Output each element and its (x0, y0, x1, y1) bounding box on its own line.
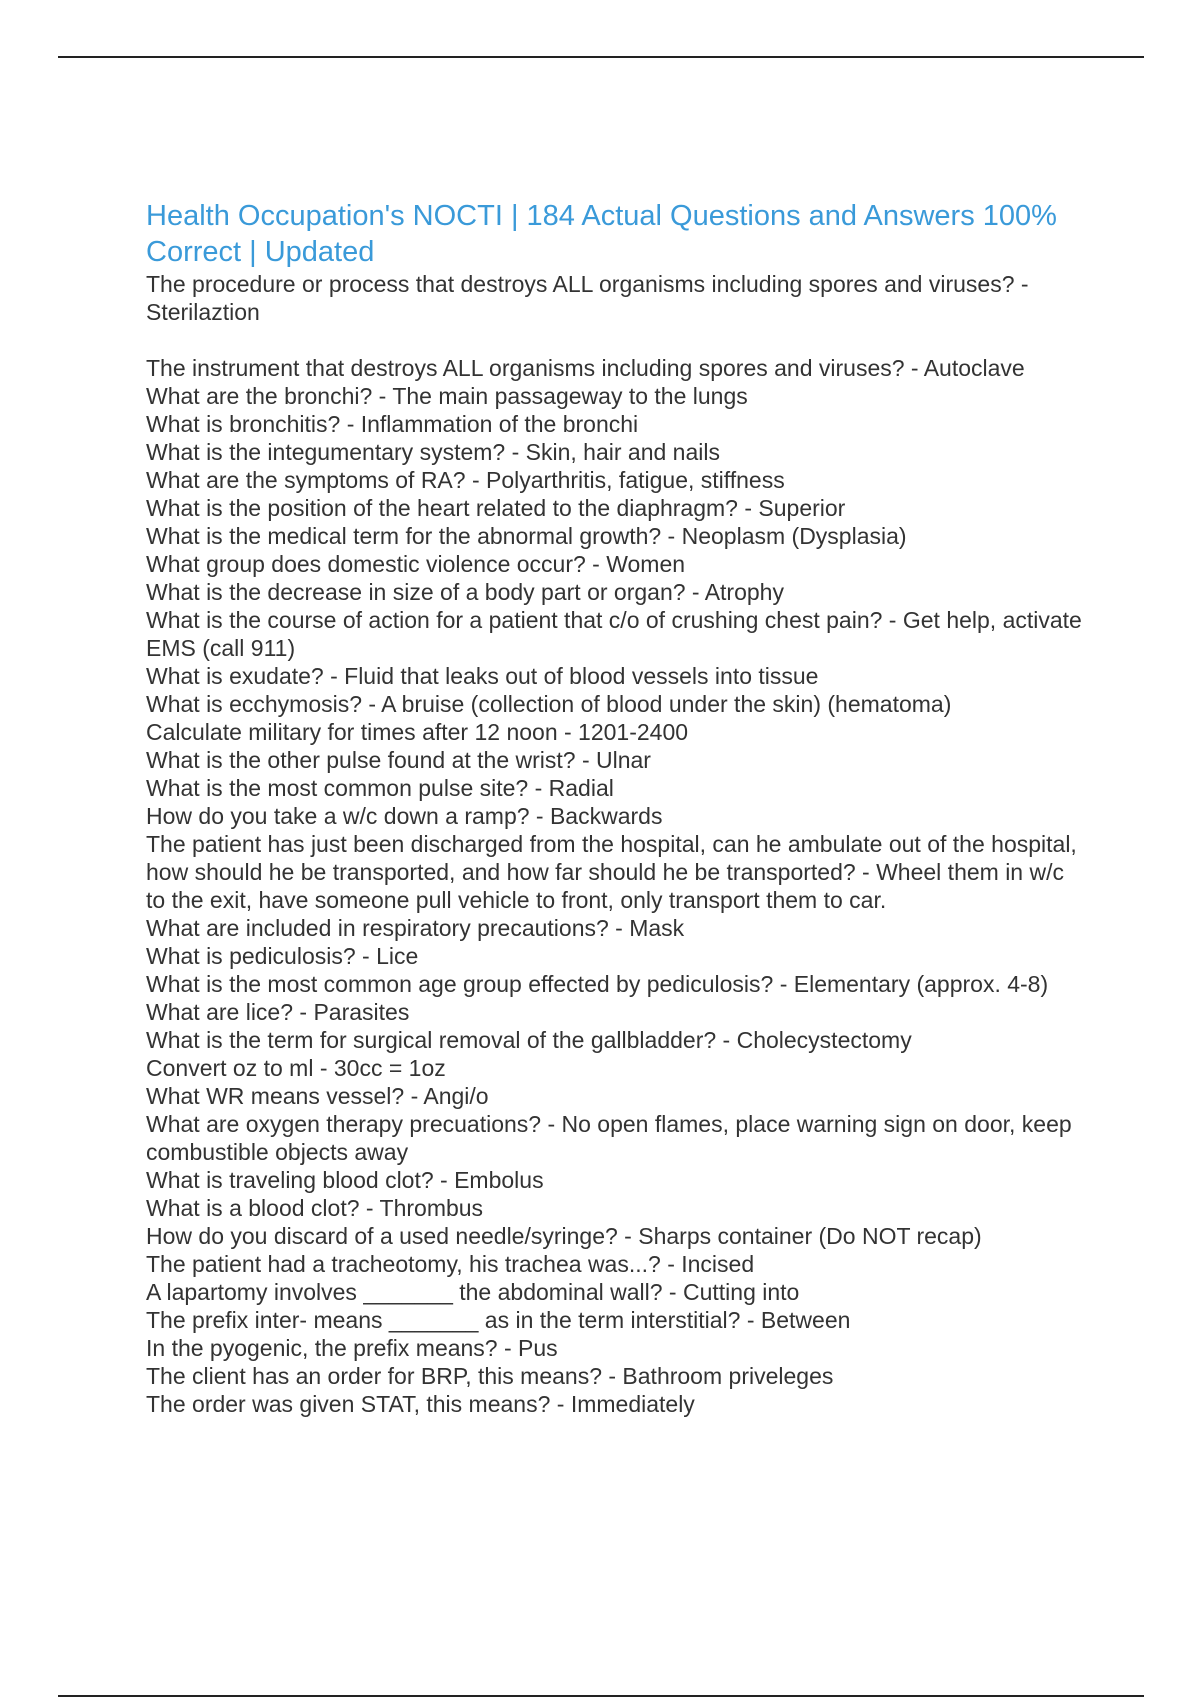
qa-item: The prefix inter- means _______ as in the term interstitial? - Between (146, 1307, 851, 1333)
qa-item: What is exudate? - Fluid that leaks out of blood vessels into tissue (146, 663, 819, 689)
qa-item: What is the position of the heart related to the diaphragm? - Superior (146, 495, 846, 521)
qa-item: What are lice? - Parasites (146, 999, 410, 1025)
qa-item: What is the integumentary system? - Skin, hair and nails (146, 439, 720, 465)
qa-item: What is bronchitis? - Inflammation of the bronchi (146, 411, 639, 437)
qa-item: What are oxygen therapy precuations? - No open flames, place warning sign on door, keep combustible objects away (146, 1111, 1072, 1165)
qa-item: The patient had a tracheotomy, his trachea was...? - Incised (146, 1251, 755, 1277)
qa-item: What is the medical term for the abnormal growth? - Neoplasm (Dysplasia) (146, 523, 907, 549)
qa-item: What is the term for surgical removal of the gallbladder? - Cholecystectomy (146, 1027, 912, 1053)
qa-item: The patient has just been discharged from the hospital, can he ambulate out of the hospital, how should he be transported, and how far should he be transported? - Wheel them in w/c to the exit, have someone pull vehicle to front, only transport them to car. (146, 831, 1077, 913)
qa-list (146, 270, 1086, 1418)
qa-item: What is a blood clot? - Thrombus (146, 1195, 484, 1221)
qa-item: What is the most common pulse site? - Radial (146, 775, 614, 801)
document-body (146, 198, 1086, 1418)
qa-item: What WR means vessel? - Angi/o (146, 1083, 489, 1109)
qa-item: Convert oz to ml - 30cc = 1oz (146, 1055, 446, 1081)
qa-item: What are the bronchi? - The main passageway to the lungs (146, 383, 748, 409)
qa-item: How do you take a w/c down a ramp? - Backwards (146, 803, 663, 829)
document-title: Health Occupation's NOCTI | 184 Actual Questions and Answers 100% Correct | Updated (146, 200, 1057, 268)
qa-item: What is ecchymosis? - A bruise (collection of blood under the skin) (hematoma) (146, 691, 952, 717)
qa-item: The order was given STAT, this means? - Immediately (146, 1391, 695, 1417)
header-rule (58, 56, 1144, 58)
qa-item: What is the other pulse found at the wrist? - Ulnar (146, 747, 651, 773)
qa-item: What group does domestic violence occur? - Women (146, 551, 686, 577)
qa-item: In the pyogenic, the prefix means? - Pus (146, 1335, 558, 1361)
qa-item: What is the most common age group effected by pediculosis? - Elementary (approx. 4-8) (146, 971, 1049, 997)
qa-item: How do you discard of a used needle/syringe? - Sharps container (Do NOT recap) (146, 1223, 982, 1249)
qa-item: The client has an order for BRP, this means? - Bathroom priveleges (146, 1363, 834, 1389)
qa-item: Calculate military for times after 12 noon - 1201-2400 (146, 719, 689, 745)
qa-item: What is traveling blood clot? - Embolus (146, 1167, 544, 1193)
qa-item: The procedure or process that destroys ALL organisms including spores and viruses? - Sterilaztion (146, 271, 1029, 325)
qa-item: A lapartomy involves _______ the abdominal wall? - Cutting into (146, 1279, 800, 1305)
footer-rule (58, 1695, 1144, 1697)
qa-item: What is the course of action for a patient that c/o of crushing chest pain? - Get help, activate EMS (call 911) (146, 607, 1082, 661)
qa-item: What are included in respiratory precautions? - Mask (146, 915, 685, 941)
qa-item: What is the decrease in size of a body part or organ? - Atrophy (146, 579, 784, 605)
qa-item: What is pediculosis? - Lice (146, 943, 419, 969)
qa-item: What are the symptoms of RA? - Polyarthritis, fatigue, stiffness (146, 467, 785, 493)
qa-item: The instrument that destroys ALL organisms including spores and viruses? - Autoclave (146, 355, 1025, 381)
